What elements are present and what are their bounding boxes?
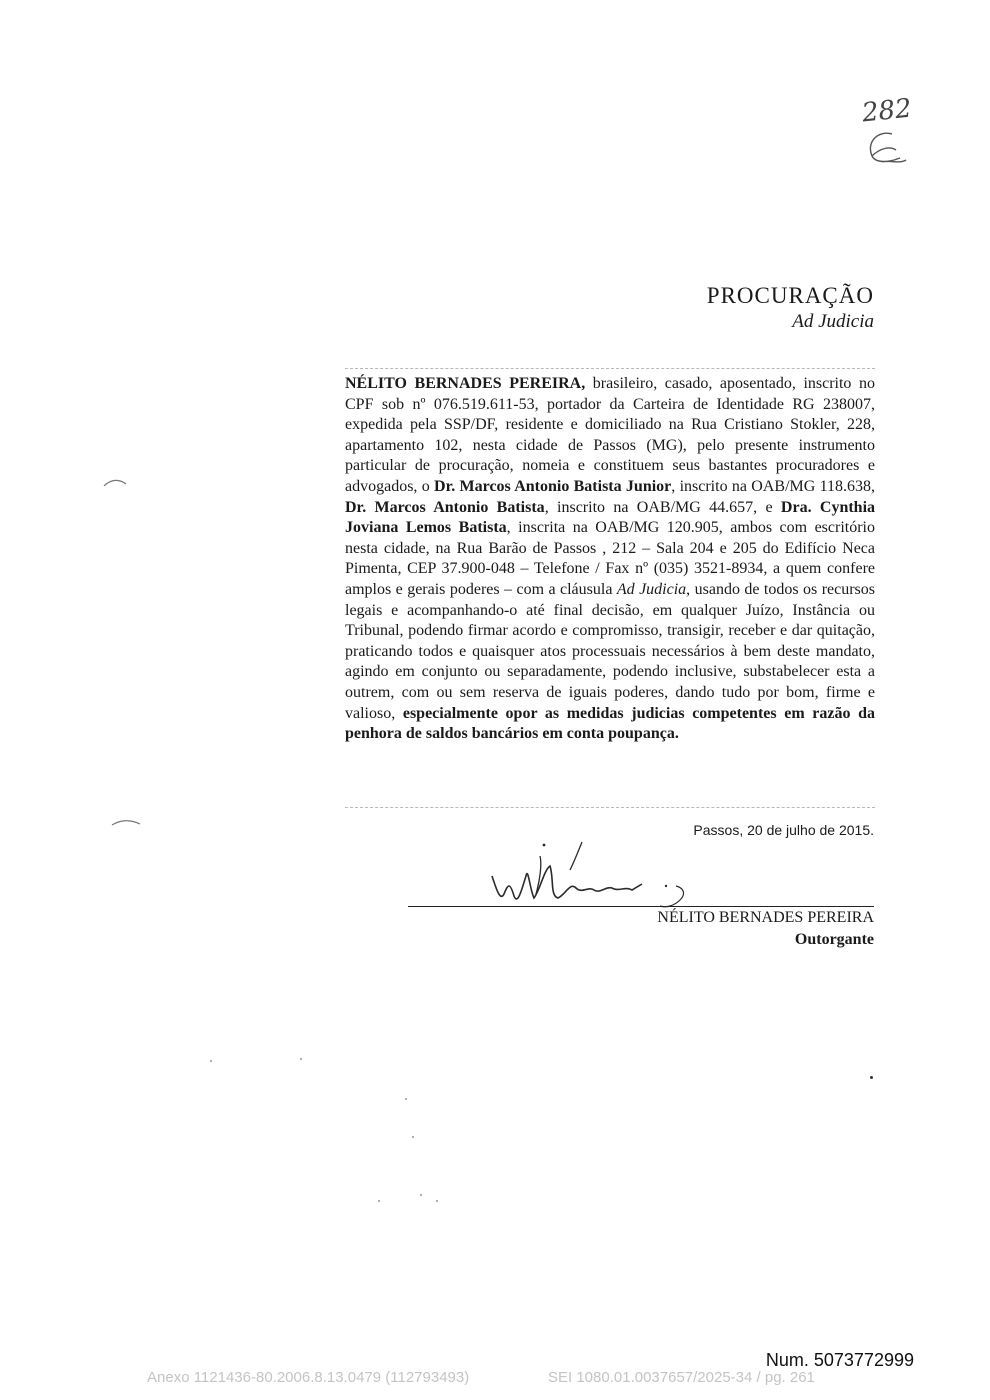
attorney-2-name: Dr. Marcos Antonio Batista [345,498,545,516]
body-text-4: , inscrita na OAB/MG 120.905, ambos com escritório nesta cidade, na Rua Barão de Passos , 212 – Sala 204 e 205 do Edifício Neca Pimenta, CEP 37.900-048 – Telefone / Fax nº (035) 3521-8934, a quem confere amplos e gerais poderes – com a cláusula [345,519,876,598]
attorney-3-name: Dra. Cynthia Joviana Lemos Batista [345,498,876,537]
top-dashed-rule [345,368,875,369]
bottom-dashed-rule [345,807,875,808]
signer-name: NÉLITO BERNADES PEREIRA [657,909,874,926]
initials-mark [860,128,910,168]
document-number: Num. 5073772999 [765,1350,914,1370]
body-text-1: brasileiro, casado, aposentado, inscrito no CPF sob nº 076.519.611-53, portador da Carteira de Identidade RG 238007, expedida pela SSP/DF, residente e domiciliado na Rua Cristiano Stokler, 228, apartamento 102, nesta cidade de Passos (MG), pelo presente instrumento particular de procuração, nomeia e constituem seus bastantes procuradores e advogados, o [345,375,876,495]
body-paragraph [345,374,875,745]
special-powers: especialmente opor as medidas judicias competentes em razão da penhora de saldos bancários em conta poupança. [345,704,876,743]
scan-speck [300,1058,302,1060]
body-text-5: , usando de todos os recursos legais e acompanhando-o até final decisão, em qualquer Juízo, Instância ou Tribunal, podendo firmar acordo e compromisso, transigir, receber e dar quitação, praticando todos e quaisquer atos processuais necessários à bem deste mandato, agindo em conjunto ou separadamente, podendo inclusive, substabelecer esta a outrem, com ou sem reserva de iguais poderes, dando tudo por bom, firme e valioso, [345,580,875,722]
title-block [560,282,874,334]
scan-speck [412,1136,414,1138]
page-number-handwritten: 282 [860,93,914,129]
attorney-1-name: Dr. Marcos Antonio Batista Junior [434,477,672,495]
scan-speck [436,1200,438,1202]
punch-mark-top [102,476,130,490]
document-title: PROCURAÇÃO [706,283,874,308]
scan-speck [210,1060,212,1062]
footer-stamp-left: Anexo 1121436-80.2006.8.13.0479 (112793493) [147,1369,470,1386]
scan-speck [405,1098,407,1100]
signature-line [408,906,874,907]
clause-name: Ad Judicia [616,580,687,598]
place-date: Passos, 20 de julho de 2015. [693,822,874,838]
scan-speck [420,1194,422,1196]
document-subtitle: Ad Judicia [792,311,874,332]
signature-scribble [470,836,710,916]
body-text-3: , inscrito na OAB/MG 44.657, e [544,498,781,516]
scan-speck [378,1200,380,1202]
footer-stamp-right: SEI 1080.01.0037657/2025-34 / pg. 261 [548,1369,815,1386]
scan-speck [870,1076,873,1079]
punch-mark-bottom [110,816,142,830]
signer-role: Outorgante [794,931,874,948]
body-text-2: , inscrito na OAB/MG 118.638, [671,477,876,495]
grantor-name: NÉLITO BERNADES PEREIRA, [345,375,586,392]
